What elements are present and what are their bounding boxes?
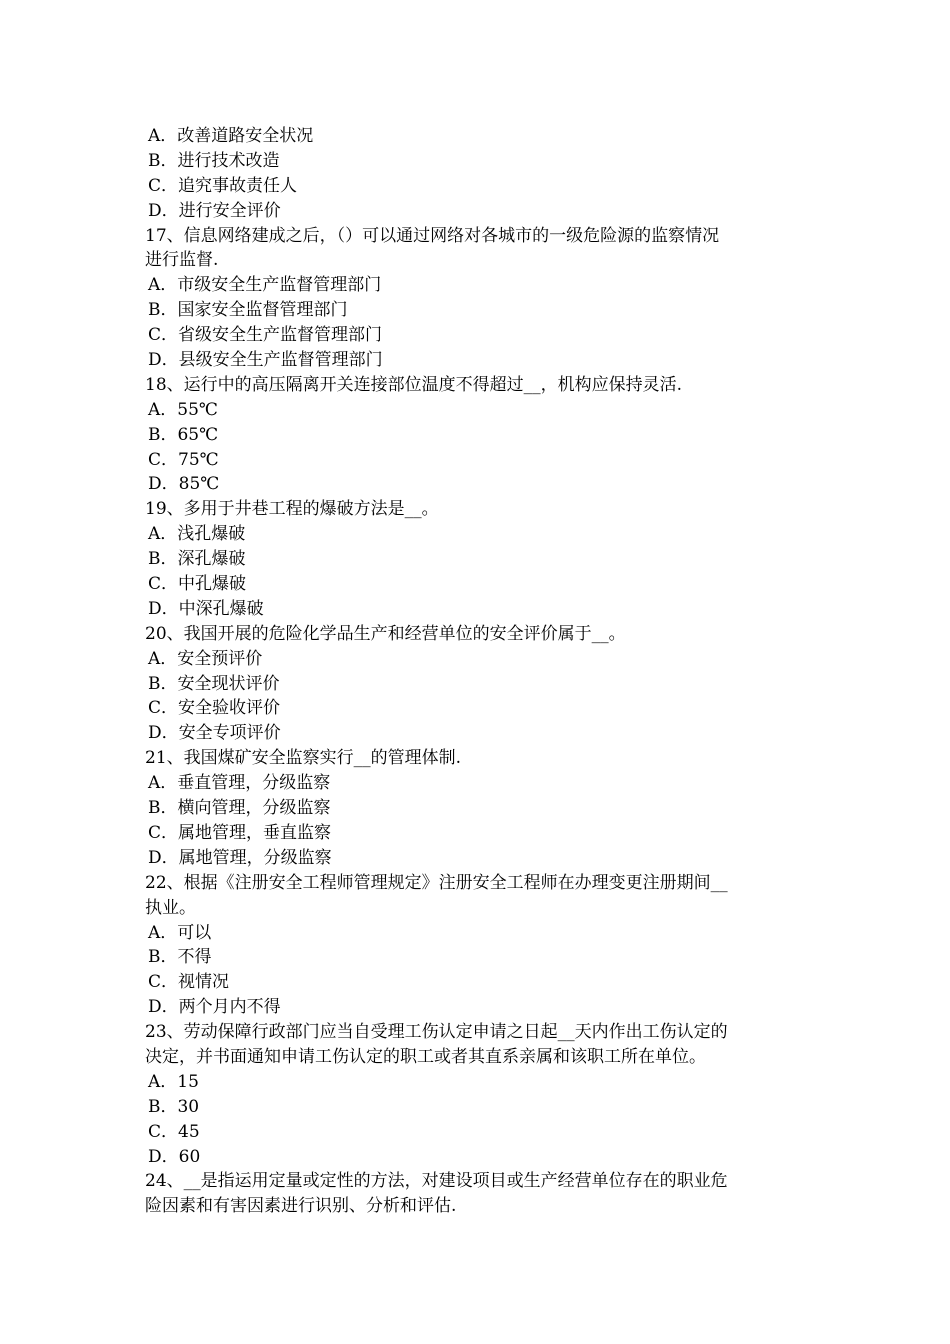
option-line: B．安全现状评价 [148,673,280,694]
option-line: D．安全专项评价 [148,723,281,744]
option-line: B．横向管理，分级监察 [148,798,331,819]
question-22-line-2: 执业。 [145,897,196,918]
option-line: A．浅孔爆破 [148,524,246,545]
question-23-line-2: 决定，并书面通知申请工伤认定的职工或者其直系亲属和该职工所在单位。 [145,1046,706,1067]
question-20: 20、我国开展的危险化学品生产和经营单位的安全评价属于__。 [145,623,626,644]
option-line: A．可以 [148,922,212,943]
option-line: A．改善道路安全状况 [148,126,314,146]
option-line: A．垂直管理，分级监察 [148,773,331,794]
option-line: B．深孔爆破 [148,549,246,570]
option-line: B．不得 [148,947,212,968]
option-line: B．30 [148,1096,200,1117]
option-line: B．国家安全监督管理部门 [148,300,348,321]
option-line: C．中孔爆破 [148,574,247,595]
question-18: 18、运行中的高压隔离开关连接部位温度不得超过__，机构应保持灵活. [145,374,683,395]
option-line: D．属地管理，分级监察 [148,847,332,868]
question-24-line-1: 24、__是指运用定量或定性的方法，对建设项目或生产经营单位存在的职业危 [145,1171,728,1192]
option-line: C．45 [148,1121,200,1142]
option-line: D．县级安全生产监督管理部门 [148,350,383,371]
option-line: A．安全预评价 [148,648,263,669]
question-17-line-2: 进行监督. [145,250,219,271]
option-line: C．追究事故责任人 [148,175,298,196]
question-23-line-1: 23、劳动保障行政部门应当自受理工伤认定申请之日起__天内作出工伤认定的 [145,1022,728,1043]
question-17-line-1: 17、信息网络建成之后，（）可以通过网络对各城市的一级危险源的监察情况 [145,225,720,246]
option-line: C．安全验收评价 [148,698,281,719]
exam-text-block [145,124,815,1219]
option-line: A．15 [148,1071,199,1092]
option-line: A．55℃ [148,399,218,420]
option-line: C．75℃ [148,449,219,470]
option-line: A．市级安全生产监督管理部门 [148,275,382,296]
option-line: D．60 [148,1146,201,1167]
question-22-line-1: 22、根据《注册安全工程师管理规定》注册安全工程师在办理变更注册期间__ [145,872,728,893]
option-line: C．视情况 [148,972,230,993]
option-line: C．省级安全生产监督管理部门 [148,325,383,346]
option-line: D．85℃ [148,474,220,495]
option-line: D．两个月内不得 [148,997,281,1018]
question-24-line-2: 险因素和有害因素进行识别、分析和评估. [145,1196,457,1217]
option-line: B．进行技术改造 [148,150,280,171]
question-19: 19、多用于井巷工程的爆破方法是__。 [145,499,439,520]
option-line: D．进行安全评价 [148,200,281,221]
option-line: B．65℃ [148,424,219,445]
option-line: D．中深孔爆破 [148,598,264,619]
option-line: C．属地管理，垂直监察 [148,822,332,843]
question-21: 21、我国煤矿安全监察实行__的管理体制. [145,748,462,769]
